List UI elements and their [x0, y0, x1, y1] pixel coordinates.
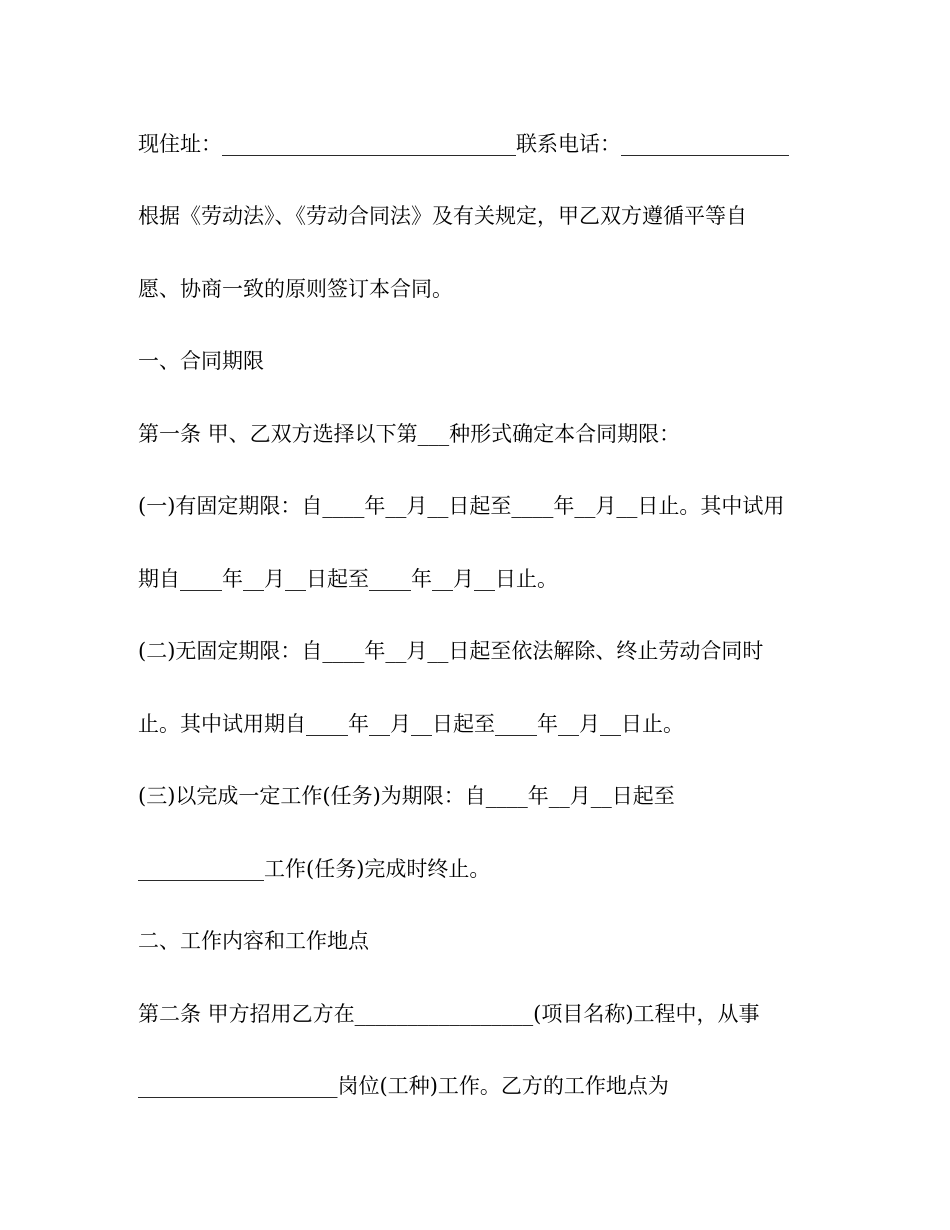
- section-heading-contract-term: 一、合同期限: [138, 349, 264, 373]
- preamble-line-1: 根据《劳动法》、《劳动合同法》及有关规定，甲乙双方遵循平等自: [138, 204, 747, 228]
- address-phone-line: 现住址：____________________________联系电话：________________: [138, 132, 789, 156]
- task-term-line-2: ____________工作(任务)完成时终止。: [138, 857, 491, 881]
- open-term-line-2: 止。其中试用期自____年__月__日起至____年__月__日止。: [138, 712, 684, 736]
- open-term-line-1: (二)无固定期限：自____年__月__日起至依法解除、终止劳动合同时: [138, 639, 764, 663]
- article-2-line-1: 第二条 甲方招用乙方在_________________(项目名称)工程中，从事: [138, 1002, 760, 1026]
- section-heading-work-content: 二、工作内容和工作地点: [138, 929, 369, 953]
- article-1-line: 第一条 甲、乙双方选择以下第___种形式确定本合同期限：: [138, 422, 681, 446]
- fixed-term-line-1: (一)有固定期限：自____年__月__日起至____年__月__日止。其中试用: [138, 494, 785, 518]
- article-2-line-2: ___________________岗位(工种)工作。乙方的工作地点为: [138, 1074, 669, 1098]
- task-term-line-1: (三)以完成一定工作(任务)为期限：自____年__月__日起至: [138, 784, 675, 808]
- preamble-line-2: 愿、协商一致的原则签订本合同。: [138, 277, 453, 301]
- fixed-term-line-2: 期自____年__月__日起至____年__月__日止。: [138, 567, 558, 591]
